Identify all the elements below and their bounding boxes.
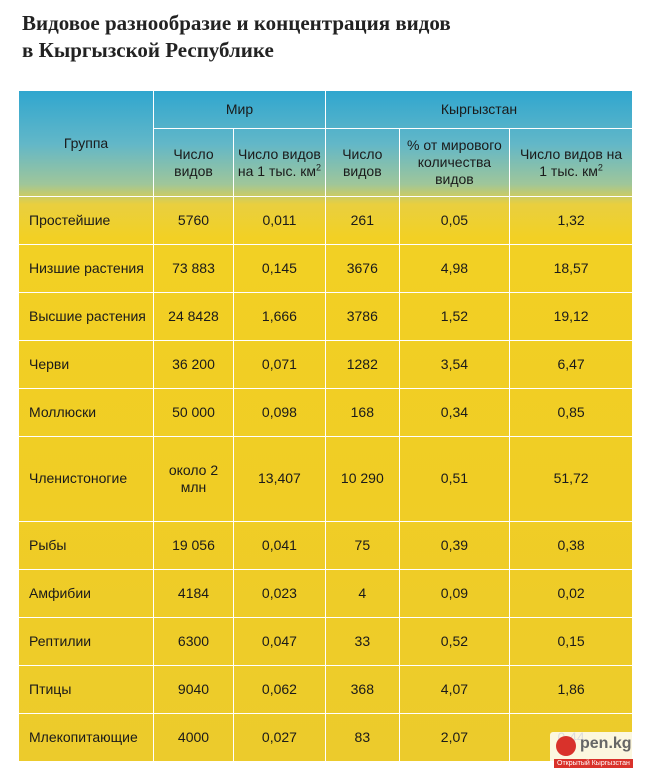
row-world-count: 24 8428 [154, 292, 234, 340]
row-world-density: 1,666 [233, 292, 325, 340]
row-name: Птицы [19, 665, 154, 713]
row-kg-percent: 4,98 [399, 244, 510, 292]
row-kg-count: 168 [325, 388, 399, 436]
row-world-density: 0,047 [233, 617, 325, 665]
header-kg-count: Число видов [325, 129, 399, 197]
row-kg-density: 51,72 [510, 436, 633, 521]
row-kg-percent: 0,51 [399, 436, 510, 521]
row-world-density: 0,062 [233, 665, 325, 713]
table-row [19, 617, 633, 665]
header-world-count: Число видов [154, 129, 234, 197]
row-kg-count: 75 [325, 521, 399, 569]
row-kg-density: 19,12 [510, 292, 633, 340]
table-row [19, 569, 633, 617]
row-kg-percent: 0,39 [399, 521, 510, 569]
row-world-count: 4000 [154, 713, 234, 761]
header-world-density [233, 129, 325, 197]
species-table [18, 90, 633, 762]
row-kg-count: 1282 [325, 340, 399, 388]
header-world-density-text: Число видов на 1 тыс. км [237, 145, 321, 179]
row-kg-density: 0,38 [510, 521, 633, 569]
table-row [19, 436, 633, 521]
row-name: Моллюски [19, 388, 154, 436]
table-row [19, 521, 633, 569]
row-kg-density: 6,47 [510, 340, 633, 388]
row-kg-percent: 2,07 [399, 713, 510, 761]
table-row [19, 713, 633, 761]
row-world-count: 5760 [154, 197, 234, 245]
row-kg-percent: 4,07 [399, 665, 510, 713]
row-kg-count: 33 [325, 617, 399, 665]
table-row [19, 388, 633, 436]
row-world-density: 0,023 [233, 569, 325, 617]
row-world-density: 0,098 [233, 388, 325, 436]
row-kg-density: 1,86 [510, 665, 633, 713]
row-kg-count: 83 [325, 713, 399, 761]
header-group: Группа [19, 91, 154, 197]
watermark-subtext: Открытый Кыргызстан [554, 759, 633, 768]
row-world-density: 0,027 [233, 713, 325, 761]
row-world-count: 6300 [154, 617, 234, 665]
row-name: Низшие растения [19, 244, 154, 292]
watermark-logo[interactable] [550, 732, 646, 774]
row-kg-count: 4 [325, 569, 399, 617]
row-kg-count: 261 [325, 197, 399, 245]
pen-logo-icon [556, 736, 576, 756]
row-world-density: 0,145 [233, 244, 325, 292]
row-world-density: 0,071 [233, 340, 325, 388]
title-text: Видовое разнообразие и концентрация видов в Кыргызской Республике [22, 11, 451, 62]
table-row [19, 244, 633, 292]
header-kg-density-sup: 2 [597, 161, 603, 172]
row-world-density: 13,407 [233, 436, 325, 521]
row-world-count: 73 883 [154, 244, 234, 292]
header-world-density-sup: 2 [315, 161, 321, 172]
row-kg-count: 368 [325, 665, 399, 713]
page-title [22, 10, 622, 64]
row-kg-percent: 0,52 [399, 617, 510, 665]
row-kg-density: 0,15 [510, 617, 633, 665]
row-name: Рептилии [19, 617, 154, 665]
table-row [19, 340, 633, 388]
row-name: Черви [19, 340, 154, 388]
row-kg-density: 18,57 [510, 244, 633, 292]
row-world-count: 19 056 [154, 521, 234, 569]
row-world-count: 9040 [154, 665, 234, 713]
row-name: Простейшие [19, 197, 154, 245]
row-world-count: 4184 [154, 569, 234, 617]
row-name: Членистоногие [19, 436, 154, 521]
row-kg-percent: 1,52 [399, 292, 510, 340]
row-name: Высшие растения [19, 292, 154, 340]
row-name: Млекопитающие [19, 713, 154, 761]
row-kg-count: 3676 [325, 244, 399, 292]
row-kg-density: 0,85 [510, 388, 633, 436]
species-table-container [18, 90, 633, 762]
row-kg-percent: 0,34 [399, 388, 510, 436]
row-kg-density: 1,32 [510, 197, 633, 245]
table-row [19, 292, 633, 340]
header-kg-percent: % от мирового количества видов [399, 129, 510, 197]
row-name: Рыбы [19, 521, 154, 569]
row-kg-count: 3786 [325, 292, 399, 340]
row-kg-percent: 0,09 [399, 569, 510, 617]
row-world-count: 50 000 [154, 388, 234, 436]
row-kg-density: 0,02 [510, 569, 633, 617]
header-kg-density [510, 129, 633, 197]
row-world-count: 36 200 [154, 340, 234, 388]
row-world-density: 0,041 [233, 521, 325, 569]
row-kg-count: 10 290 [325, 436, 399, 521]
header-kyrgyzstan: Кыргызстан [325, 91, 632, 129]
header-kg-density-text: Число видов на 1 тыс. км [519, 145, 623, 179]
row-kg-percent: 3,54 [399, 340, 510, 388]
row-kg-percent: 0,05 [399, 197, 510, 245]
row-name: Амфибии [19, 569, 154, 617]
row-world-count: около 2 млн [154, 436, 234, 521]
header-world: Мир [154, 91, 326, 129]
row-world-density: 0,011 [233, 197, 325, 245]
watermark-text: pen.kg [580, 735, 632, 752]
table-row [19, 197, 633, 245]
table-row [19, 665, 633, 713]
